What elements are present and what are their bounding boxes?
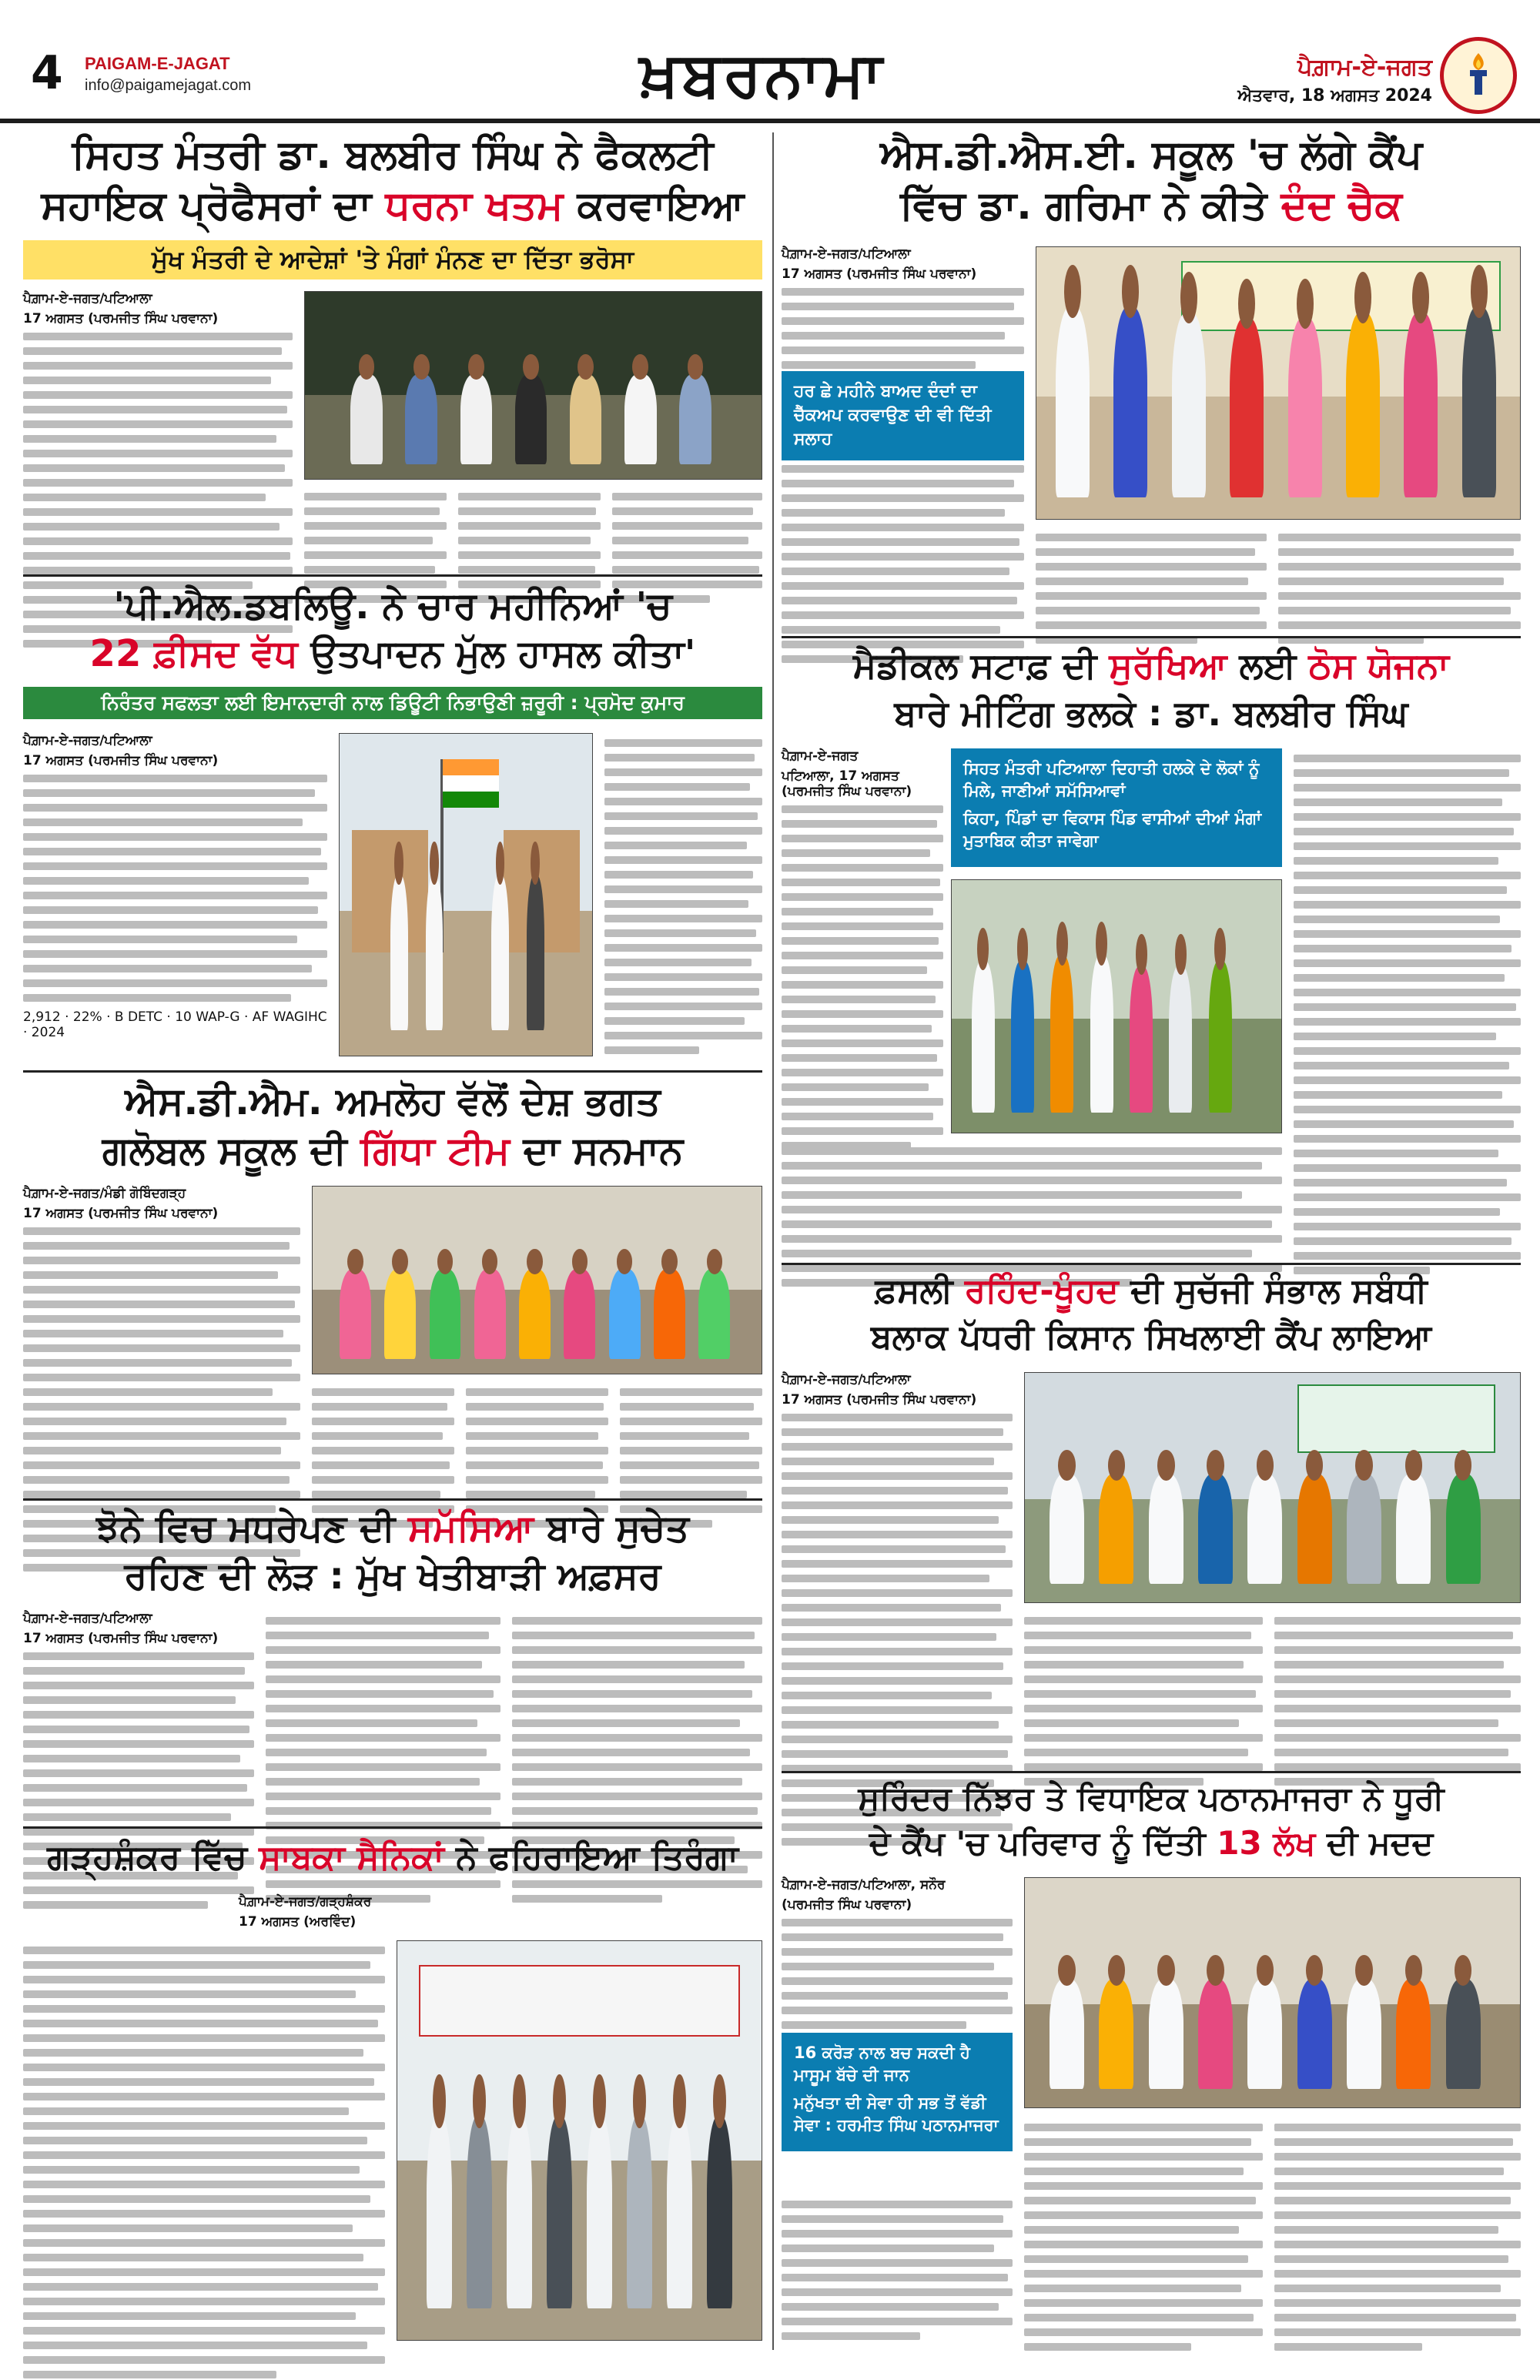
story6-byline: 17 ਅਗਸਤ (ਪਰਮਜੀਤ ਸਿੰਘ ਪਰਵਾਨਾ) [782,1392,977,1408]
story2-column-1b [782,459,1024,663]
story2-column-1 [782,246,1024,369]
story6-headline-line1 [782,1272,1521,1311]
story8-headline-highlight: 13 ਲੱਖ [1217,1824,1316,1862]
story4-headline-part: ਲਈ [1239,644,1297,686]
brand-name-latin: PAIGAM-E-JAGAT [85,54,230,73]
story4-headline-highlight: ਸੁਰੱਖਿਆ [1109,644,1227,686]
story3-column-2 [604,733,762,1054]
story5-headline-highlight: ਗਿੱਧਾ ਟੀਮ [360,1128,511,1173]
story6-headline-highlight: ਰਹਿੰਦ-ਖੂੰਹਦ [964,1271,1119,1311]
contact-email[interactable]: info@paigamejagat.com [85,77,251,94]
story5-column-4 [620,1382,762,1528]
story3-byline: 17 ਅਗਸਤ (ਪਰਮਜੀਤ ਸਿੰਘ ਪਰਵਾਨਾ) [23,753,219,768]
story4-headline-highlight: ਠੋਸ ਯੋਜਨਾ [1308,644,1449,686]
story7-headline-line1 [23,1508,762,1550]
divider [782,636,1521,638]
brand-name-gurmukhi: ਪੈਗ਼ਾਮ-ਏ-ਜਗਤ [1297,54,1432,81]
story2-headline-highlight: ਦੰਦ ਚੈਕ [1281,182,1402,229]
story2-column-2 [1036,527,1267,644]
story8-column-1b [782,2194,1013,2340]
story1-headline-highlight: ਧਰਨਾ ਖਤਮ [385,182,564,229]
story8-headline-part: ਦੇ ਕੈਂਪ 'ਚ ਪਰਿਵਾਰ ਨੂੰ ਦਿੱਤੀ [869,1824,1206,1862]
story8-callouts [782,2033,1013,2151]
story2-headline-line1: ਐਸ.ਡੀ.ਐਸ.ਈ. ਸਕੂਲ 'ਚ ਲੱਗੇ ਕੈਂਪ [879,132,1423,178]
divider [23,574,762,577]
story1-photo-protest [304,291,762,480]
story4-callout-2: ਕਿਹਾ, ਪਿੰਡਾਂ ਦਾ ਵਿਕਾਸ ਪਿੰਡ ਵਾਸੀਆਂ ਦੀਆਂ ਮੰਗਾਂ ਮੁਤਾਬਿਕ ਕੀਤਾ ਜਾਵੇਗਾ [963,808,1262,851]
story5-column-3 [466,1382,608,1528]
story4-headline-line1 [782,645,1521,686]
story6-headline-part: ਦੀ ਸੁਚੱਜੀ ਸੰਭਾਲ ਸਬੰਧੀ [1130,1271,1428,1311]
story2-callout: ਹਰ ਛੇ ਮਹੀਨੇ ਬਾਅਦ ਦੰਦਾਂ ਦਾ ਚੈੱਕਅਪ ਕਰਵਾਉਣ ਦੀ ਵੀ ਦਿੱਤੀ ਸਲਾਹ [782,371,1024,460]
torch-icon [1451,49,1505,102]
story3-headline-line1: 'ਪੀ.ਐਲ.ਡਬਲਿਊ. ਨੇ ਚਾਰ ਮਹੀਨਿਆਂ 'ਚ [113,584,672,628]
divider [23,1826,762,1829]
story9-headline-highlight: ਸਾਬਕਾ ਸੈਨਿਕਾਂ [259,1838,444,1877]
story4-headline-part: ਮੈਡੀਕਲ ਸਟਾਫ਼ ਦੀ [853,644,1097,686]
story5-photo-gidha-team [312,1186,762,1374]
story4-callout-1: ਸਿਹਤ ਮੰਤਰੀ ਪਟਿਆਲਾ ਦਿਹਾਤੀ ਹਲਕੇ ਦੇ ਲੋਕਾਂ ਨੂੰ ਮਿਲੇ, ਜਾਣੀਆਂ ਸਮੱਸਿਆਵਾਂ [963,759,1260,801]
story7-headline-part: ਝੋਨੇ ਵਿਚ ਮਧਰੇਪਣ ਦੀ [95,1507,396,1550]
story6-column-1 [782,1372,1013,1846]
story7-byline: 17 ਅਗਸਤ (ਪਰਮਜੀਤ ਸਿੰਘ ਪਰਵਾਨਾ) [23,1631,219,1646]
story8-photo-family-aid [1024,1877,1521,2108]
story8-byline: (ਪਰਮਜੀਤ ਸਿੰਘ ਪਰਵਾਨਾ) [782,1897,912,1913]
story8-column-1 [782,1877,1013,2029]
column-separator [772,132,774,2350]
story7-headline-highlight: ਸਮੱਸਿਆ [407,1507,534,1550]
story8-callout-2: ਮਨੁੱਖਤਾ ਦੀ ਸੇਵਾ ਹੀ ਸਭ ਤੋਂ ਵੱਡੀ ਸੇਵਾ : ਹਰਮੀਤ ਸਿੰਘ ਪਠਾਨਮਾਜਰਾ [794,2093,999,2135]
story5-headline-line2 [23,1129,762,1173]
story6-headline-line2: ਬਲਾਕ ਪੱਧਰੀ ਕਿਸਾਨ ਸਿਖਲਾਈ ਕੈਂਪ ਲਾਇਆ [871,1317,1431,1357]
story8-callout-1: 16 ਕਰੋੜ ਨਾਲ ਬਚ ਸਕਦੀ ਹੈ ਮਾਸੂਮ ਬੱਚੇ ਦੀ ਜਾਨ [794,2044,970,2085]
story5-byline: 17 ਅਗਸਤ (ਪਰਮਜੀਤ ਸਿੰਘ ਪਰਵਾਨਾ) [23,1206,219,1221]
story4-column-1 [782,748,943,1150]
story7-dateline: ਪੈਗ਼ਾਮ-ਏ-ਜਗਤ/ਪਟਿਆਲਾ [23,1611,152,1626]
story6-photo-training-camp [1024,1372,1521,1603]
story3-dateline: ਪੈਗ਼ਾਮ-ਏ-ਜਗਤ/ਪਟਿਆਲਾ [23,733,152,748]
divider [782,1263,1521,1265]
story4-column-3 [1294,748,1521,1274]
story3-headline-line2 [23,633,762,675]
story1-headline-line2 [23,183,762,229]
story5-headline-part: ਗਲੋਬਲ ਸਕੂਲ ਦੀ [102,1128,347,1173]
story1-dateline: ਪੈਗ਼ਾਮ-ਏ-ਜਗਤ/ਪਟਿਆਲਾ [23,291,152,306]
story1-headline-line1: ਸਿਹਤ ਮੰਤਰੀ ਡਾ. ਬਲਬੀਰ ਸਿੰਘ ਨੇ ਫੈਕਲਟੀ [72,132,714,178]
story9-dateline: ਪੈਗ਼ਾਮ-ਏ-ਜਗਤ/ਗੜ੍ਹਸ਼ੰਕਰ [239,1894,372,1910]
story3-column-1 [23,733,327,1045]
story8-column-3 [1274,2117,1521,2351]
story3-subhead: ਨਿਰੰਤਰ ਸਫਲਤਾ ਲਈ ਇਮਾਨਦਾਰੀ ਨਾਲ ਡਿਊਟੀ ਨਿਭਾਉਣੀ ਜ਼ਰੂਰੀ : ਪ੍ਰਮੋਦ ਕੁਮਾਰ [23,687,762,719]
story4-byline: ਪਟਿਆਲਾ, 17 ਅਗਸਤ (ਪਰਮਜੀਤ ਸਿੰਘ ਪਰਵਾਨਾ) [782,768,912,799]
story9-headline [23,1839,762,1878]
story3-figures: 2,912 · 22% · B DETC · 10 WAP-G · AF WAGIHC · 2024 [23,1009,327,1040]
masthead [0,0,1540,123]
story1-subhead: ਮੁੱਖ ਮੰਤਰੀ ਦੇ ਆਦੇਸ਼ਾਂ 'ਤੇ ਮੰਗਾਂ ਮੰਨਣ ਦਾ ਦਿੱਤਾ ਭਰੋਸਾ [23,240,762,280]
divider [23,1070,762,1073]
story8-dateline: ਪੈਗ਼ਾਮ-ਏ-ਜਗਤ/ਪਟਿਆਲਾ, ਸਨੌਰ [782,1877,946,1893]
section-title: ਖ਼ਬਰਨਾਮਾ [639,38,886,110]
story6-dateline: ਪੈਗ਼ਾਮ-ਏ-ਜਗਤ/ਪਟਿਆਲਾ [782,1372,911,1387]
story2-column-3 [1278,527,1521,644]
story2-photo-dental-camp [1036,246,1521,520]
story6-headline-part: ਫ਼ਸਲੀ [875,1271,953,1311]
story2-headline-part: ਵਿੱਚ ਡਾ. ਗਰਿਮਾ ਨੇ ਕੀਤੇ [900,182,1267,229]
story5-dateline: ਪੈਗ਼ਾਮ-ਏ-ਜਗਤ/ਮੰਡੀ ਗੋਬਿੰਦਗੜ੍ਹ [23,1186,186,1201]
story6-column-3 [1274,1611,1521,1786]
story9-headline-part: ਗੜ੍ਹਸ਼ੰਕਰ ਵਿੱਚ [47,1838,247,1877]
divider [782,1771,1521,1773]
story1-byline: 17 ਅਗਸਤ (ਪਰਮਜੀਤ ਸਿੰਘ ਪਰਵਾਨਾ) [23,311,219,326]
newspaper-logo [1440,37,1517,114]
story4-photo-meeting [951,879,1282,1133]
page-number: 4 [31,46,63,100]
story9-body-1 [23,1940,385,2378]
story9-byline: 17 ਅਗਸਤ (ਅਰਵਿੰਦ) [239,1914,357,1930]
story8-headline-line2 [782,1825,1521,1862]
story2-dateline: ਪੈਗ਼ਾਮ-ਏ-ਜਗਤ/ਪਟਿਆਲਾ [782,246,911,262]
story6-column-2 [1024,1611,1263,1786]
divider [23,1498,762,1501]
story4-callouts [951,748,1282,867]
story9-headline-part: ਨੇ ਫਹਿਰਾਇਆ ਤਿਰੰਗਾ [456,1838,738,1877]
story3-headline-highlight: 22 ਫ਼ੀਸਦ ਵੱਧ [89,632,298,675]
story5-headline-line1: ਐਸ.ਡੀ.ਐਮ. ਅਮਲੋਹ ਵੱਲੋਂ ਦੇਸ਼ ਭਗਤ [125,1079,661,1123]
story9-column-1 [23,1894,762,1934]
story7-headline-line2: ਰਹਿਣ ਦੀ ਲੋੜ : ਮੁੱਖ ਖੇਤੀਬਾੜੀ ਅਫ਼ਸਰ [124,1555,661,1598]
story3-headline-part: ਉਤਪਾਦਨ ਮੁੱਲ ਹਾਸਲ ਕੀਤਾ' [310,632,696,675]
story4-dateline: ਪੈਗ਼ਾਮ-ਏ-ਜਗਤ [782,748,859,764]
story4-headline-line2: ਬਾਰੇ ਮੀਟਿੰਗ ਭਲਕੇ : ਡਾ. ਬਲਬੀਰ ਸਿੰਘ [894,692,1408,734]
story3-photo-flag-ceremony [339,733,593,1056]
story2-byline: 17 ਅਗਸਤ (ਪਰਮਜੀਤ ਸਿੰਘ ਪਰਵਾਨਾ) [782,266,977,282]
story1-headline-part: ਕਰਵਾਇਆ [577,182,745,229]
story8-column-2 [1024,2117,1263,2351]
story2-headline-line2 [782,183,1521,229]
story5-headline-part: ਦਾ ਸਨਮਾਨ [523,1128,684,1173]
story8-headline-line1: ਸੁਰਿੰਦਰ ਨਿੱਝਰ ਤੇ ਵਿਧਾਇਕ ਪਠਾਨਮਾਜਰਾ ਨੇ ਧੂਰੀ [858,1779,1445,1817]
issue-date: ਐਤਵਾਰ, 18 ਅਗਸਤ 2024 [1237,86,1432,105]
story8-headline-part: ਦੀ ਮਦਦ [1327,1824,1434,1862]
story5-column-2 [312,1382,454,1528]
story9-photo-flag-hoisting [397,1940,762,2341]
story7-headline-part: ਬਾਰੇ ਸੁਚੇਤ [546,1507,690,1550]
story1-headline-part: ਸਹਾਇਕ ਪ੍ਰੋਫੈਸਰਾਂ ਦਾ [41,182,372,229]
